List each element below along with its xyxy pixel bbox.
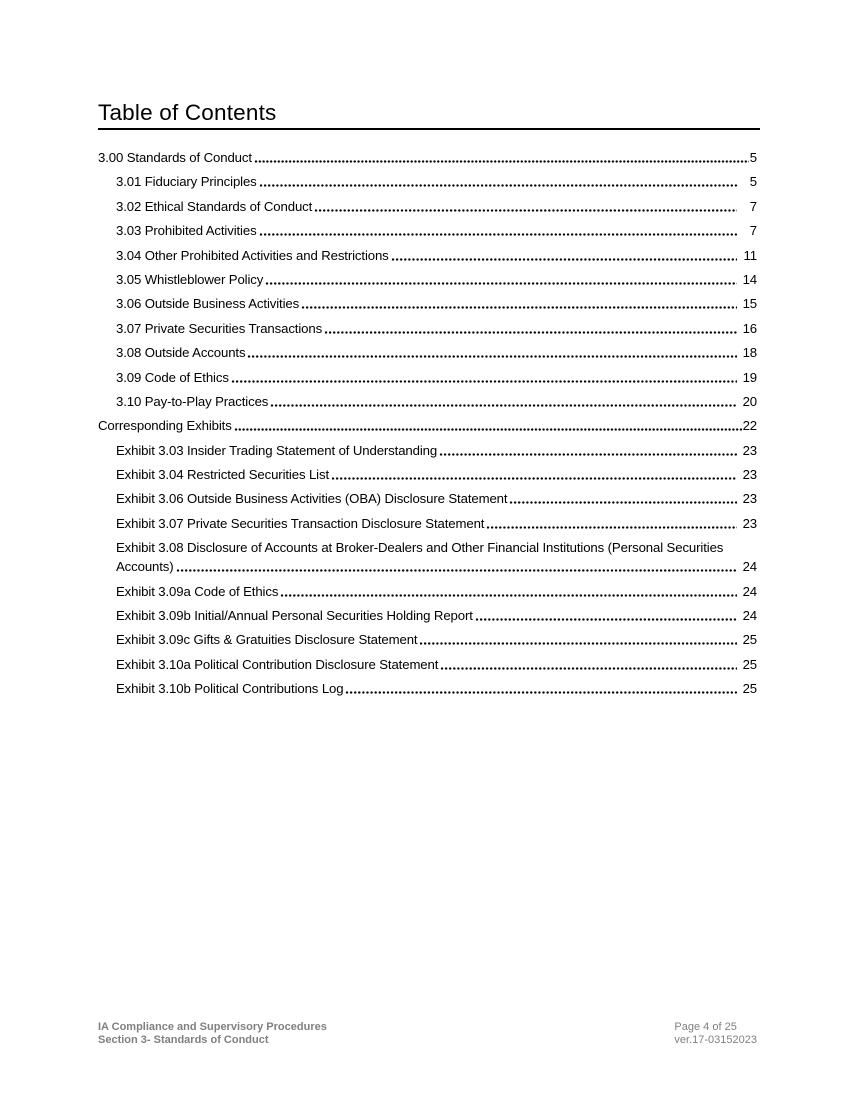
toc-entry[interactable] (98, 294, 757, 313)
toc-entry-page: 24 (742, 559, 757, 575)
toc-entry-label: 3.09 Code of Ethics (116, 369, 229, 385)
toc-entry-label: 3.06 Outside Business Activities (116, 296, 300, 312)
page-footer (98, 1021, 757, 1047)
toc-entry-label: Exhibit 3.08 Disclosure of Accounts at Broker-Dealers and Other Financial Institutions (Personal Securities (116, 540, 724, 556)
toc-entry-page: 25 (742, 632, 757, 648)
dot-leader (440, 666, 736, 671)
table-of-contents (98, 148, 757, 704)
toc-entry-label: 3.01 Fiduciary Principles (116, 174, 257, 190)
toc-entry-page: 7 (749, 198, 757, 214)
toc-entry-label: 3.08 Outside Accounts (116, 345, 246, 361)
toc-entry-label-wrap: Accounts) (116, 559, 174, 575)
footer-page-indicator: Page 4 of 25 (674, 1021, 737, 1033)
toc-entry-label: Exhibit 3.04 Restricted Securities List (116, 467, 330, 483)
dot-leader (314, 208, 737, 213)
footer-version: ver.17-03152023 (674, 1034, 757, 1046)
toc-entry-page: 24 (742, 583, 757, 599)
dot-leader (324, 330, 737, 335)
toc-entry[interactable] (98, 514, 757, 533)
toc-entry-page: 7 (749, 223, 757, 239)
page-title: Table of Contents (98, 100, 760, 130)
toc-entry-label: Exhibit 3.10b Political Contributions Log (116, 681, 344, 697)
dot-leader (254, 159, 749, 164)
dot-leader (176, 568, 737, 573)
toc-entry-page: 14 (742, 271, 757, 287)
dot-leader (259, 183, 737, 188)
toc-entry-label: 3.03 Prohibited Activities (116, 223, 257, 239)
toc-entry[interactable] (98, 489, 757, 508)
toc-entry-label: 3.05 Whistleblower Policy (116, 271, 264, 287)
dot-leader (270, 403, 736, 408)
toc-entry[interactable] (98, 368, 757, 387)
toc-entry[interactable] (98, 392, 757, 411)
toc-entry[interactable] (98, 172, 757, 191)
toc-entry-label: Exhibit 3.09b Initial/Annual Personal Securities Holding Report (116, 608, 473, 624)
toc-entry-label: 3.04 Other Prohibited Activities and Restrictions (116, 247, 389, 263)
toc-entry[interactable] (98, 630, 757, 649)
toc-entry[interactable] (98, 582, 757, 601)
toc-entry-page: 23 (742, 442, 757, 458)
toc-entry-label: 3.02 Ethical Standards of Conduct (116, 198, 313, 214)
toc-entry-page: 23 (742, 515, 757, 531)
toc-entry-page: 20 (742, 393, 757, 409)
dot-leader (231, 379, 737, 384)
toc-entry-page: 25 (742, 681, 757, 697)
toc-entry-label: Exhibit 3.09a Code of Ethics (116, 583, 279, 599)
toc-entry-page: 5 (749, 150, 757, 165)
footer-document-name: IA Compliance and Supervisory Procedures (98, 1021, 327, 1033)
toc-entry-label: Exhibit 3.06 Outside Business Activities (OBA) Disclosure Statement (116, 491, 508, 507)
toc-entry[interactable] (98, 221, 757, 240)
dot-leader (391, 257, 737, 262)
toc-entry-label: Exhibit 3.09c Gifts & Gratuities Disclosure Statement (116, 632, 418, 648)
toc-entry-page: 23 (742, 467, 757, 483)
toc-entry[interactable] (98, 441, 757, 460)
toc-entry[interactable] (98, 197, 757, 216)
toc-entry[interactable] (98, 270, 757, 289)
toc-entry-page: 5 (749, 174, 757, 190)
dot-leader (439, 452, 736, 457)
toc-entry[interactable] (98, 246, 757, 265)
dot-leader (234, 427, 742, 432)
toc-entry-label: 3.00 Standards of Conduct (98, 150, 252, 165)
toc-entry-label: 3.10 Pay-to-Play Practices (116, 393, 269, 409)
footer-document-info (98, 1021, 327, 1047)
dot-leader (259, 232, 737, 237)
toc-entry-page: 15 (742, 296, 757, 312)
toc-entry[interactable] (98, 538, 757, 576)
toc-entry-label: Exhibit 3.07 Private Securities Transaction Disclosure Statement (116, 515, 485, 531)
dot-leader (509, 500, 736, 505)
dot-leader (475, 617, 737, 622)
dot-leader (331, 476, 737, 481)
toc-entry-page: 19 (742, 369, 757, 385)
toc-entry-page: 23 (742, 491, 757, 507)
dot-leader (486, 525, 736, 530)
dot-leader (301, 305, 736, 310)
toc-entry-page: 11 (743, 247, 757, 263)
dot-leader (247, 354, 736, 359)
toc-entry-label: Exhibit 3.03 Insider Trading Statement of Understanding (116, 442, 438, 458)
toc-entry-page: 25 (742, 656, 757, 672)
toc-entry-page: 24 (742, 608, 757, 624)
toc-entry-label: 3.07 Private Securities Transactions (116, 320, 323, 336)
dot-leader (419, 641, 736, 646)
footer-section-name: Section 3- Standards of Conduct (98, 1034, 269, 1046)
dot-leader (345, 690, 736, 695)
dot-leader (280, 593, 736, 598)
toc-entry[interactable] (98, 679, 757, 698)
footer-page-info (674, 1021, 757, 1047)
toc-entry[interactable] (98, 606, 757, 625)
toc-entry[interactable] (98, 655, 757, 674)
toc-entry[interactable] (98, 416, 757, 435)
toc-entry[interactable] (98, 465, 757, 484)
toc-entry-page: 16 (742, 320, 757, 336)
toc-entry-label: Corresponding Exhibits (98, 418, 232, 434)
toc-entry[interactable] (98, 148, 757, 167)
dot-leader (265, 281, 736, 286)
toc-entry-label: Exhibit 3.10a Political Contribution Disclosure Statement (116, 656, 439, 672)
toc-entry[interactable] (98, 319, 757, 338)
toc-entry[interactable] (98, 343, 757, 362)
toc-entry-page: 22 (742, 418, 757, 434)
toc-entry-page: 18 (742, 345, 757, 361)
